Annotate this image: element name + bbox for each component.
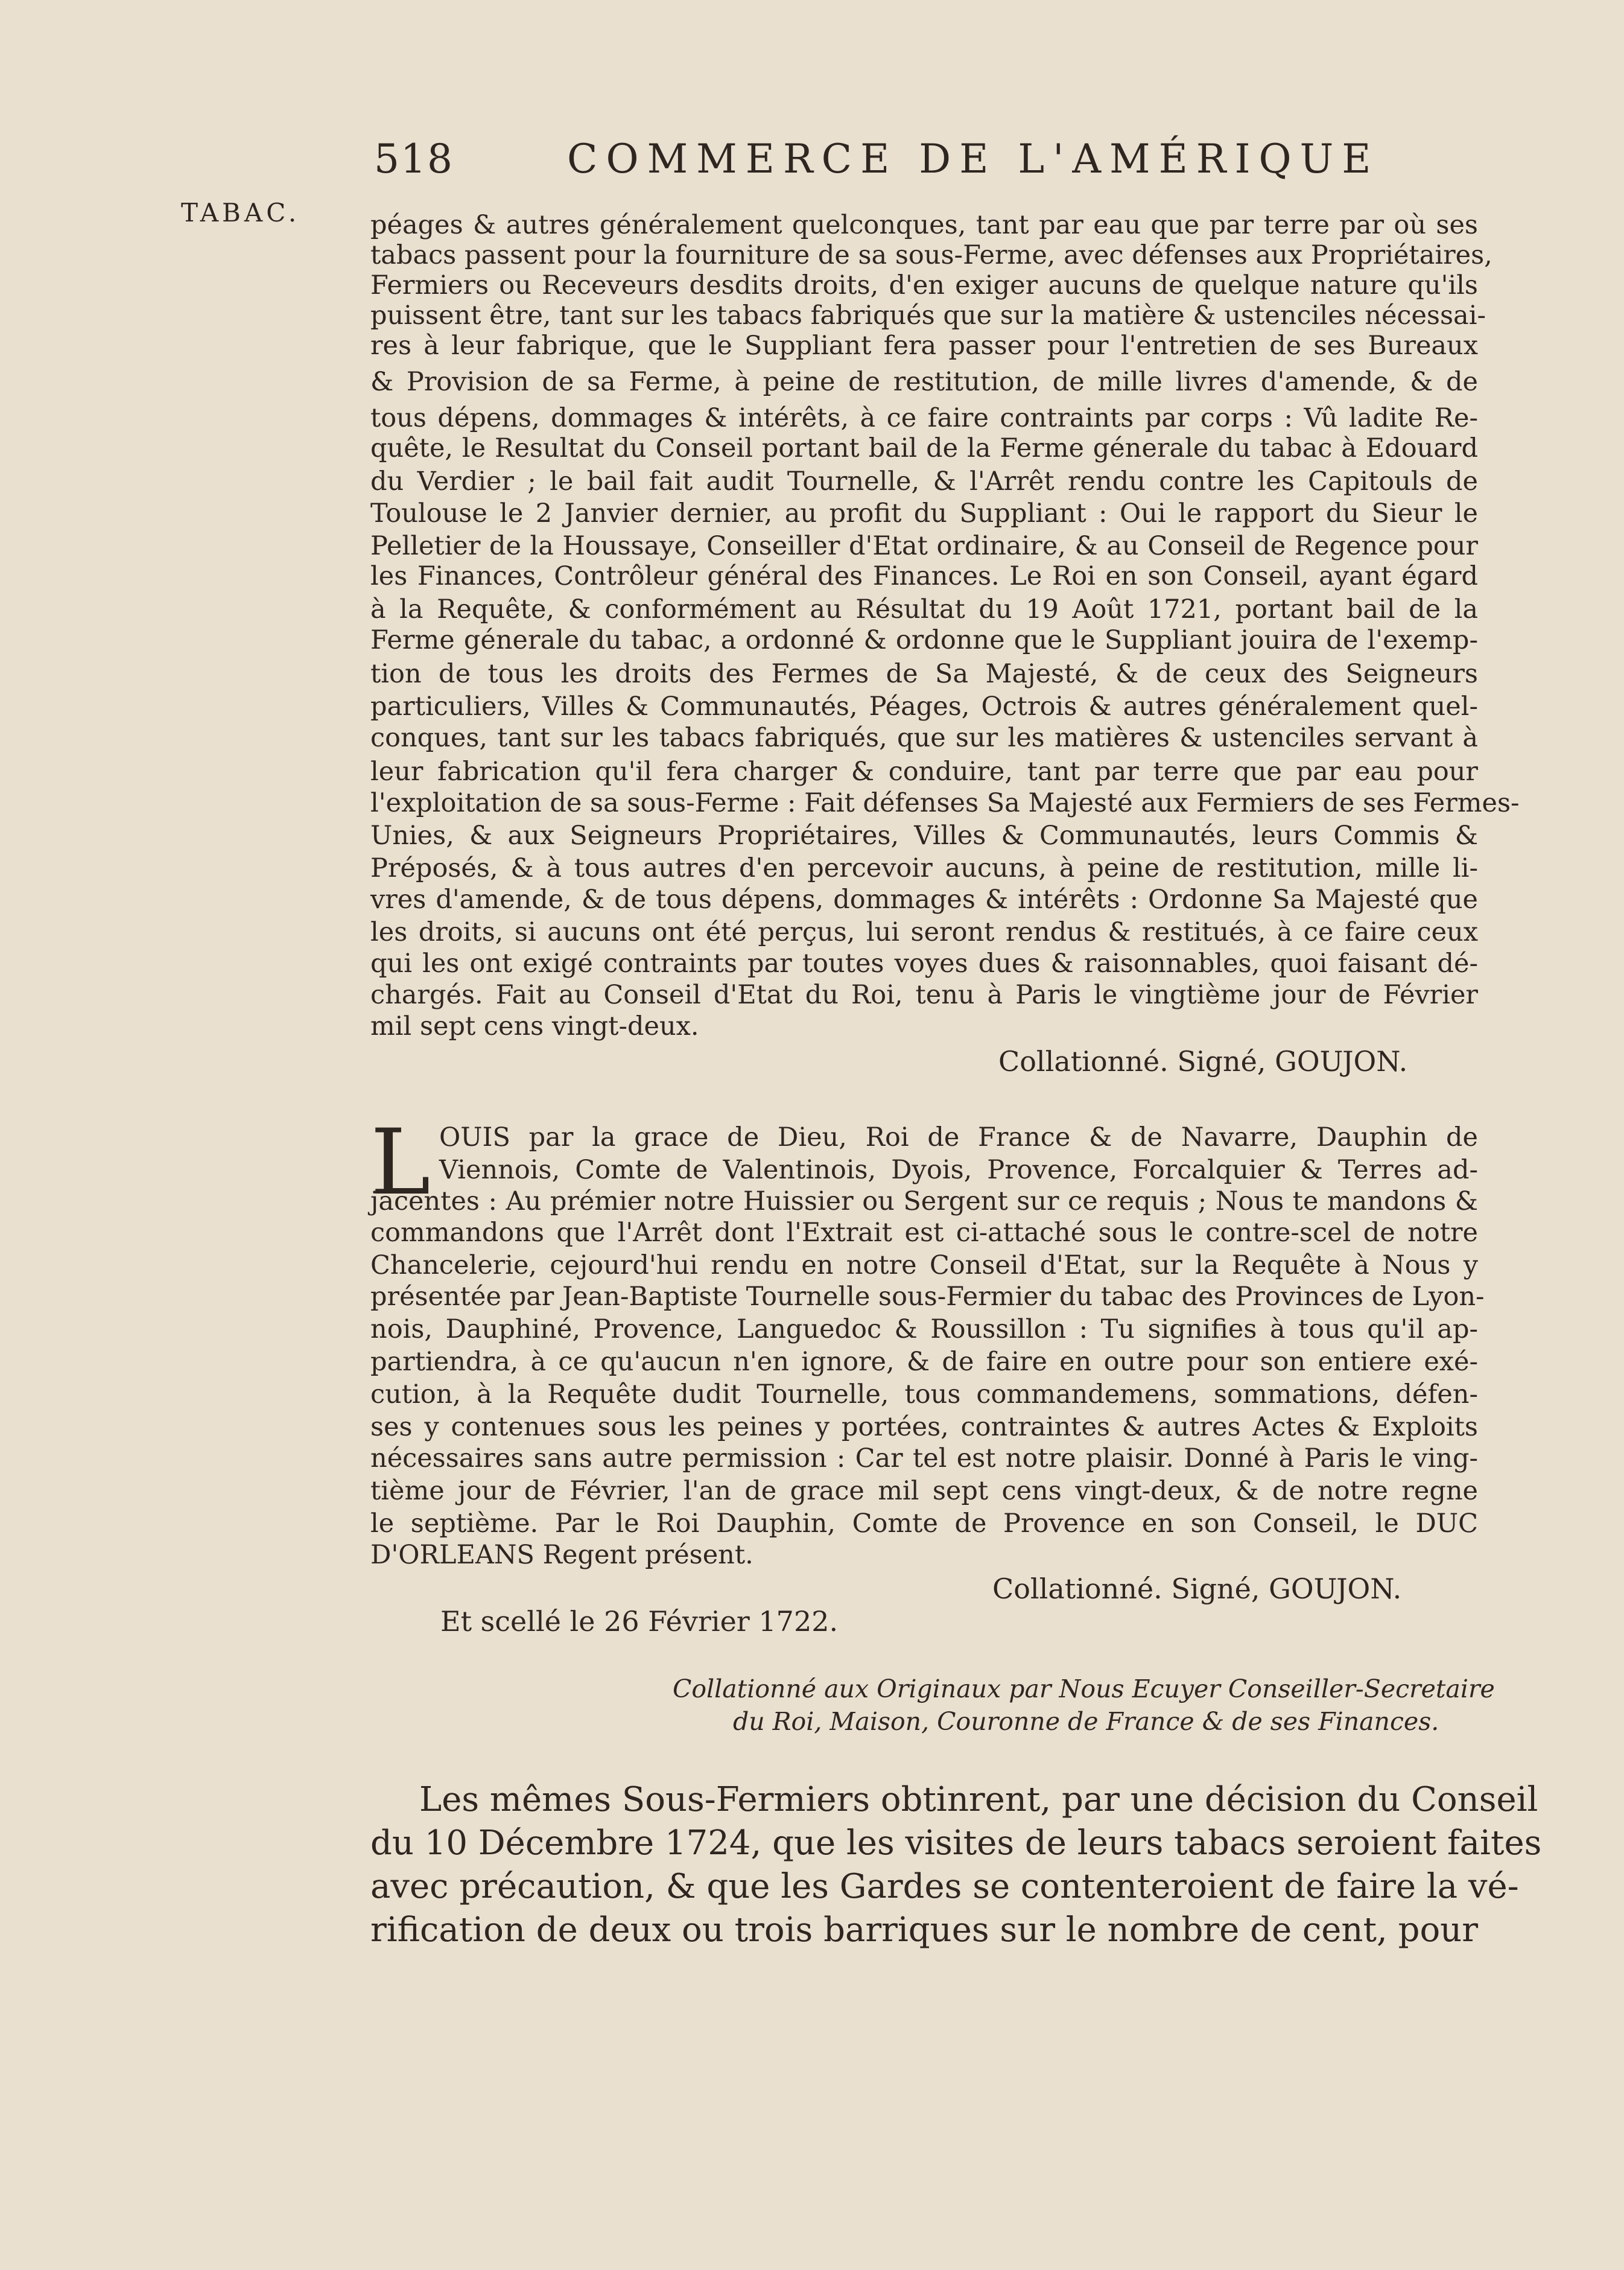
body-line: tion de tous les droits des Fermes de Sa Majesté, & de ceux des Seigneurs	[370, 659, 1478, 689]
signature: Collationné. Signé, GOUJON.	[992, 1572, 1402, 1605]
body-line: partiendra, à ce qu'aucun n'en ignore, & de faire en outre pour son entiere exé-	[370, 1347, 1478, 1377]
body-line: puissent être, tant sur les tabacs fabriqués que sur la matière & ustenciles nécessai-	[370, 300, 1486, 331]
body-line: Viennois, Comte de Valentinois, Dyois, Provence, Forcalquier & Terres ad-	[439, 1155, 1478, 1185]
body-line: Ferme génerale du tabac, a ordonné & ordonne que le Suppliant jouira de l'exemp-	[370, 625, 1478, 655]
body-line: Chancelerie, cejourd'hui rendu en notre Conseil d'Etat, sur la Requête à Nous y	[370, 1250, 1478, 1280]
margin-note: TABAC.	[181, 198, 300, 227]
body-line: Préposés, & à tous autres d'en percevoir aucuns, à peine de restitution, mille li-	[370, 853, 1478, 883]
body-line-last: mil sept cens vingt-deux.	[370, 1011, 699, 1041]
body-line: OUIS par la grace de Dieu, Roi de France & de Navarre, Dauphin de	[439, 1122, 1478, 1152]
body-line: tabacs passent pour la fourniture de sa sous-Ferme, avec défenses aux Propriétaires,	[370, 240, 1492, 270]
body-line: chargés. Fait au Conseil d'Etat du Roi, tenu à Paris le vingtième jour de Février	[370, 980, 1478, 1010]
body-line: présentée par Jean-Baptiste Tournelle sous-Fermier du tabac des Provinces de Lyon-	[370, 1282, 1485, 1312]
body-line: res à leur fabrique, que le Suppliant fera passer pour l'entretien de ses Bureaux	[370, 331, 1478, 361]
body-line-last: D'ORLEANS Regent présent.	[370, 1540, 753, 1570]
body-line: conques, tant sur les tabacs fabriqués, que sur les matières & ustenciles servant à	[370, 723, 1478, 753]
page-number: 518	[374, 136, 454, 182]
body-line: particuliers, Villes & Communautés, Péages, Octrois & autres généralement quel-	[370, 691, 1478, 722]
body-line: & Provision de sa Ferme, à peine de restitution, de mille livres d'amende, & de	[370, 367, 1478, 397]
running-header	[338, 124, 1484, 196]
body-line: rification de deux ou trois barriques sur le nombre de cent, pour	[370, 1910, 1478, 1950]
body-line: tous dépens, dommages & intérêts, à ce faire contraints par corps : Vû ladite Re-	[370, 403, 1478, 433]
body-line: le septième. Par le Roi Dauphin, Comte de Provence en son Conseil, le DUC	[370, 1509, 1478, 1539]
body-line: qui les ont exigé contraints par toutes voyes dues & raisonnables, quoi faisant dé-	[370, 949, 1478, 979]
body-line: avec précaution, & que les Gardes se contenteroient de faire la vé-	[370, 1867, 1519, 1906]
body-line: l'exploitation de sa sous-Ferme : Fait défenses Sa Majesté aux Fermiers de ses Fermes-	[370, 788, 1520, 818]
body-line: nois, Dauphiné, Provence, Languedoc & Roussillon : Tu signifies à tous qu'il ap-	[370, 1314, 1478, 1344]
body-line: du Verdier ; le bail fait audit Tournelle, & l'Arrêt rendu contre les Capitouls de	[370, 466, 1478, 497]
body-line: tième jour de Février, l'an de grace mil sept cens vingt-deux, & de notre regne	[370, 1476, 1478, 1506]
body-line: ses y contenues sous les peines y portées, contraintes & autres Actes & Exploits	[370, 1412, 1478, 1442]
body-line: quête, le Resultat du Conseil portant bail de la Ferme génerale du tabac à Edouard	[370, 433, 1478, 463]
body-line: Fermiers ou Receveurs desdits droits, d'en exiger aucuns de quelque nature qu'ils	[370, 270, 1478, 300]
body-line: jacentes : Au prémier notre Huissier ou Sergent sur ce requis ; Nous te mandons &	[370, 1186, 1478, 1216]
body-line: du 10 Décembre 1724, que les visites de leurs tabacs seroient faites	[370, 1823, 1542, 1863]
body-line: péages & autres généralement quelconques, tant par eau que par terre par où ses	[370, 210, 1478, 240]
sealed-line: Et scellé le 26 Février 1722.	[440, 1605, 839, 1638]
body-line: vres d'amende, & de tous dépens, dommages & intérêts : Ordonne Sa Majesté que	[370, 885, 1478, 915]
collation-note: du Roi, Maison, Couronne de France & de ses Finances.	[733, 1707, 1439, 1736]
body-line: nécessaires sans autre permission : Car tel est notre plaisir. Donné à Paris le ving-	[370, 1443, 1478, 1474]
body-line: cution, à la Requête dudit Tournelle, tous commandemens, sommations, défen-	[370, 1379, 1478, 1410]
body-line: commandons que l'Arrêt dont l'Extrait est ci-attaché sous le contre-scel de notre	[370, 1218, 1478, 1248]
body-line: Les mêmes Sous-Fermiers obtinrent, par une décision du Conseil	[419, 1780, 1538, 1819]
body-line: Unies, & aux Seigneurs Propriétaires, Villes & Communautés, leurs Commis &	[370, 821, 1478, 851]
body-line: leur fabrication qu'il fera charger & conduire, tant par terre que par eau pour	[370, 757, 1478, 787]
body-line: à la Requête, & conformément au Résultat du 19 Août 1721, portant bail de la	[370, 594, 1478, 625]
collation-note: Collationné aux Originaux par Nous Ecuyer Conseiller-Secretaire	[673, 1674, 1495, 1703]
body-line: Toulouse le 2 Janvier dernier, au profit du Suppliant : Oui le rapport du Sieur le	[370, 498, 1478, 529]
running-title: COMMERCE DE L'AMÉRIQUE	[567, 136, 1380, 182]
drop-cap: L	[370, 1110, 431, 1215]
body-line: les Finances, Contrôleur général des Finances. Le Roi en son Conseil, ayant égard	[370, 561, 1478, 591]
body-line: Pelletier de la Houssaye, Conseiller d'Etat ordinaire, & au Conseil de Regence pour	[370, 531, 1478, 561]
body-line: les droits, si aucuns ont été perçus, lui seront rendus & restitués, à ce faire ceux	[370, 917, 1478, 947]
signature: Collationné. Signé, GOUJON.	[998, 1045, 1408, 1078]
